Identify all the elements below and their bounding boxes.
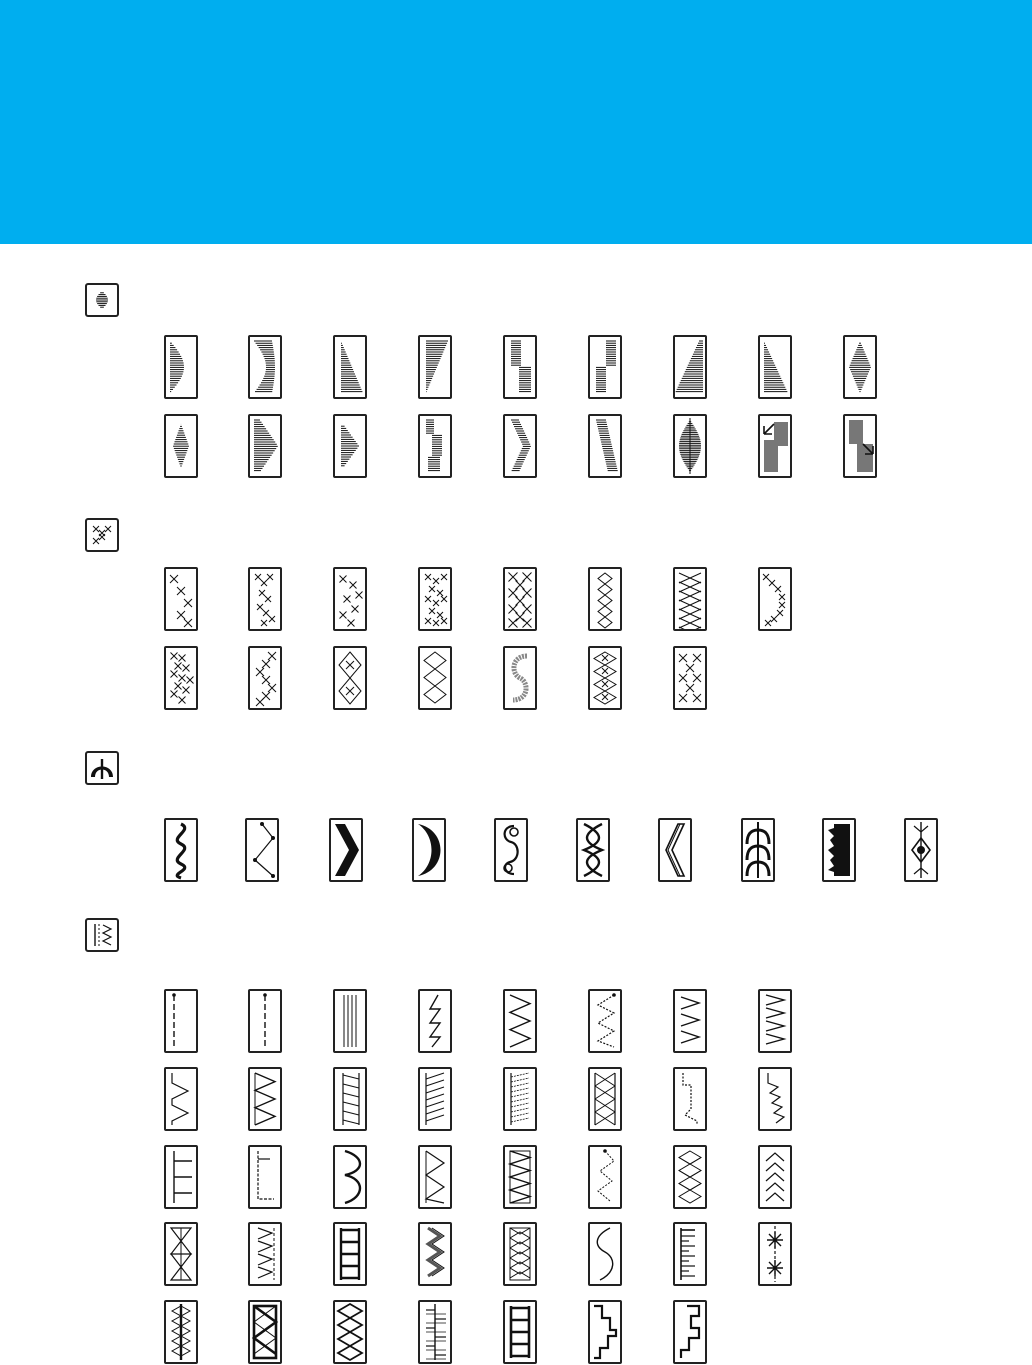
stitch-tile-box-zigzag[interactable] xyxy=(503,1145,537,1209)
cross-stitch-category-icon[interactable] xyxy=(85,518,119,552)
stitch-tile-twist-chain[interactable] xyxy=(576,818,610,882)
stitch-tile-triple-straight[interactable] xyxy=(333,989,367,1053)
stitch-tile-lightning[interactable] xyxy=(418,989,452,1053)
stitch-tile-cross-vine[interactable] xyxy=(248,567,282,631)
stitch-tile-serpentine-curve[interactable] xyxy=(588,1222,622,1286)
stitch-tile-half-moon-right[interactable] xyxy=(248,335,282,399)
satin-stitch-category-icon[interactable] xyxy=(85,283,119,317)
stitch-tile-cross-dense[interactable] xyxy=(418,567,452,631)
stitch-tile-shell-tuck[interactable] xyxy=(758,1067,792,1131)
stitch-tile-arrow-right-solid[interactable] xyxy=(248,414,282,478)
stitch-tile-diagonal-falling[interactable] xyxy=(758,335,792,399)
stitch-tile-chevron-stack[interactable] xyxy=(758,1145,792,1209)
stitch-tile-ladder-bars[interactable] xyxy=(333,1222,367,1286)
stitch-tile-wedge-up[interactable] xyxy=(333,335,367,399)
decorative-stitch-category-icon[interactable] xyxy=(85,751,119,785)
stitch-tile-zigzag-step[interactable] xyxy=(418,414,452,478)
stitch-tile-chevron-right[interactable] xyxy=(503,414,537,478)
stitch-tile-scallop[interactable] xyxy=(333,1145,367,1209)
stitch-tile-zigzag[interactable] xyxy=(503,989,537,1053)
stitch-tile-cross-cluster[interactable] xyxy=(164,646,198,710)
stitch-tile-bold-zigzag[interactable] xyxy=(248,1300,282,1364)
stitch-tile-overlock-zigzag[interactable] xyxy=(248,1067,282,1131)
stitch-tile-comb-left[interactable] xyxy=(164,1145,198,1209)
stitch-tile-rick-rack[interactable] xyxy=(418,1222,452,1286)
stitch-tile-honeycomb[interactable] xyxy=(673,1145,707,1209)
stitch-tile-cross-scatter[interactable] xyxy=(333,567,367,631)
stitch-tile-diamond-small[interactable] xyxy=(164,414,198,478)
stitch-tile-cross-diamond-chain[interactable] xyxy=(588,567,622,631)
stitch-tile-wedge-down[interactable] xyxy=(418,335,452,399)
stitch-tile-stair-left[interactable] xyxy=(673,1300,707,1364)
stitch-tile-comb-open[interactable] xyxy=(248,1145,282,1209)
stitch-tile-star-column[interactable] xyxy=(758,1222,792,1286)
stitch-tile-cross-diamond-dense[interactable] xyxy=(588,646,622,710)
stitch-tile-arrow-block-up[interactable] xyxy=(758,414,792,478)
stitch-tile-zigzag-dots[interactable] xyxy=(245,818,279,882)
stitch-tile-hourglass[interactable] xyxy=(164,1222,198,1286)
stitch-tile-fishbone[interactable] xyxy=(418,1300,452,1364)
stitch-tile-slant-dense[interactable] xyxy=(503,1067,537,1131)
stitch-tile-cross-open[interactable] xyxy=(673,646,707,710)
stitch-tile-cross-diagonal[interactable] xyxy=(164,567,198,631)
stitch-tile-slant-overlock[interactable] xyxy=(418,1067,452,1131)
stitch-tile-step-right[interactable] xyxy=(588,335,622,399)
stitch-tile-leaf-oval[interactable] xyxy=(673,414,707,478)
stitch-tile-diamond-column[interactable] xyxy=(164,1300,198,1364)
stitch-tile-cross-lattice[interactable] xyxy=(673,567,707,631)
stitch-tile-diagonal-rising[interactable] xyxy=(673,335,707,399)
stitch-tile-open-zigzag[interactable] xyxy=(418,1145,452,1209)
stitch-tile-blind-hem[interactable] xyxy=(164,1067,198,1131)
stitch-tile-zigzag-dotted[interactable] xyxy=(588,989,622,1053)
stitch-tile-stair-right[interactable] xyxy=(588,1300,622,1364)
stitch-tile-stretch-blind[interactable] xyxy=(673,1067,707,1131)
stitch-tile-chevron-solid[interactable] xyxy=(329,818,363,882)
stitch-tile-cross-s-curve[interactable] xyxy=(503,646,537,710)
stitch-tile-cross-zigzag[interactable] xyxy=(248,646,282,710)
stitch-tile-feather-dot[interactable] xyxy=(588,1145,622,1209)
stitch-tile-half-moon-left[interactable] xyxy=(164,335,198,399)
stitch-tile-cross-curve[interactable] xyxy=(758,567,792,631)
stitch-tile-straight-left[interactable] xyxy=(164,989,198,1053)
stitch-tile-comb-right[interactable] xyxy=(673,1222,707,1286)
stitch-tile-straight-center[interactable] xyxy=(248,989,282,1053)
stitch-tile-smocking[interactable] xyxy=(503,1222,537,1286)
stitch-tile-triple-zigzag[interactable] xyxy=(673,989,707,1053)
stitch-tile-serpentine[interactable] xyxy=(758,989,792,1053)
stitch-tile-cross-double-diamond[interactable] xyxy=(418,646,452,710)
stitch-tile-ladder-overlock[interactable] xyxy=(333,1067,367,1131)
stitch-tile-beaded-vine[interactable] xyxy=(904,818,938,882)
stitch-tile-crescent-solid[interactable] xyxy=(412,818,446,882)
stitch-tile-leaf-branch[interactable] xyxy=(741,818,775,882)
stitch-tile-cross-lattice-heavy[interactable] xyxy=(503,567,537,631)
stitch-tile-diamond[interactable] xyxy=(843,335,877,399)
stitch-tile-scroll-s[interactable] xyxy=(494,818,528,882)
header-band xyxy=(0,0,1032,244)
stitch-tile-cross-diamond[interactable] xyxy=(333,646,367,710)
stitch-tile-slant-band[interactable] xyxy=(588,414,622,478)
stitch-tile-cross-overlock[interactable] xyxy=(588,1067,622,1131)
stitch-tile-fringe-comb[interactable] xyxy=(822,818,856,882)
stitch-tile-wave-zigzag[interactable] xyxy=(248,1222,282,1286)
stitch-tile-arrow-block-down[interactable] xyxy=(843,414,877,478)
stitch-tile-wave-solid[interactable] xyxy=(164,818,198,882)
utility-stitch-category-icon[interactable] xyxy=(85,918,119,952)
stitch-tile-ladder-double[interactable] xyxy=(503,1300,537,1364)
stitch-tile-zigzag-band[interactable] xyxy=(658,818,692,882)
stitch-tile-step-left[interactable] xyxy=(503,335,537,399)
stitch-tile-arrow-right-small[interactable] xyxy=(333,414,367,478)
stitch-tile-diamond-lattice[interactable] xyxy=(333,1300,367,1364)
